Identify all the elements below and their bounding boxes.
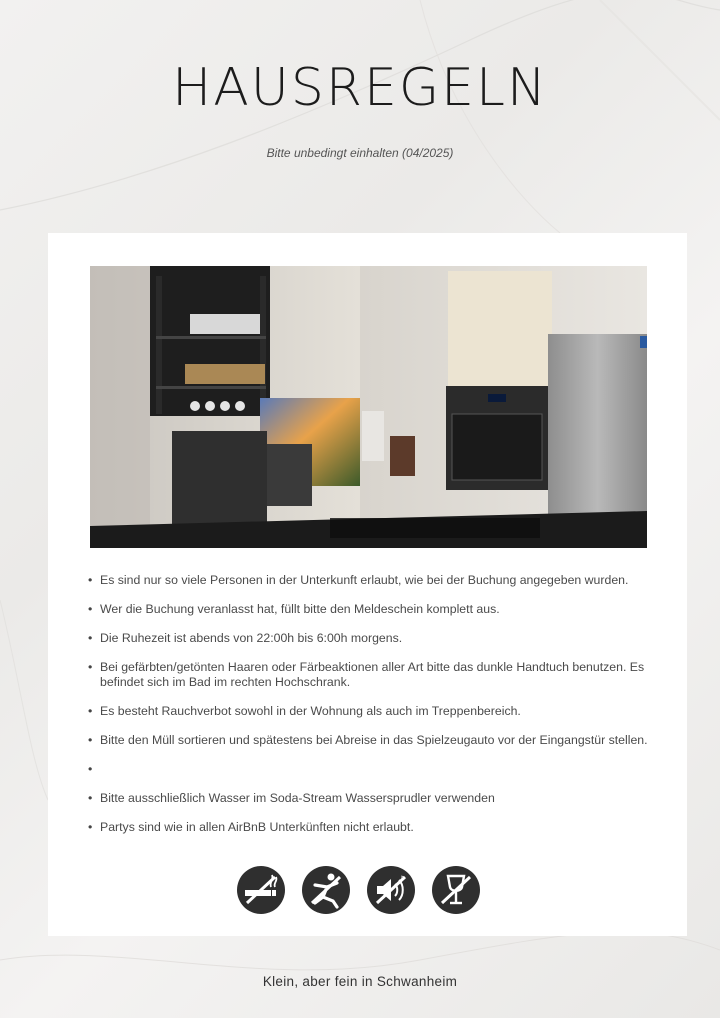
rule-item: • Die Ruhezeit ist abends von 22:00h bis 6:00h morgens.	[100, 631, 670, 646]
rules-list	[88, 573, 670, 849]
kitchen-photo	[90, 266, 647, 548]
rule-item-empty	[100, 762, 670, 777]
no-smoking-icon	[236, 865, 286, 915]
rule-item: • Wer die Buchung veranlasst hat, füllt bitte den Meldeschein komplett aus.	[100, 602, 670, 617]
rule-item: • Es besteht Rauchverbot sowohl in der Wohnung als auch im Treppenbereich.	[100, 704, 670, 719]
page-title: HAUSREGELN	[172, 58, 548, 118]
rule-item: • Bitte den Müll sortieren und spätestens bei Abreise in das Spielzeugauto vor der Eingangstür stellen.	[100, 733, 670, 748]
page-subtitle: Bitte unbedingt einhalten (04/2025)	[266, 146, 454, 160]
no-loud-music-icon	[366, 865, 416, 915]
rule-item: • Bitte ausschließlich Wasser im Soda-Stream Wassersprudler verwenden	[100, 791, 670, 806]
rule-item: • Partys sind wie in allen AirBnB Unterkünften nicht erlaubt.	[100, 820, 670, 835]
footer-tagline: Klein, aber fein in Schwanheim	[262, 974, 458, 989]
rule-item: • Bei gefärbten/getönten Haaren oder Färbeaktionen aller Art bitte das dunkle Handtuch benutzen. Es befindet sich im Bad im rechten Hochschrank.	[100, 660, 670, 690]
rule-item: • Es sind nur so viele Personen in der Unterkunft erlaubt, wie bei der Buchung angegeben wurden.	[100, 573, 670, 588]
rules-card	[48, 233, 687, 936]
no-dancing-icon	[301, 865, 351, 915]
prohibition-icons	[236, 865, 481, 915]
no-alcohol-icon	[431, 865, 481, 915]
